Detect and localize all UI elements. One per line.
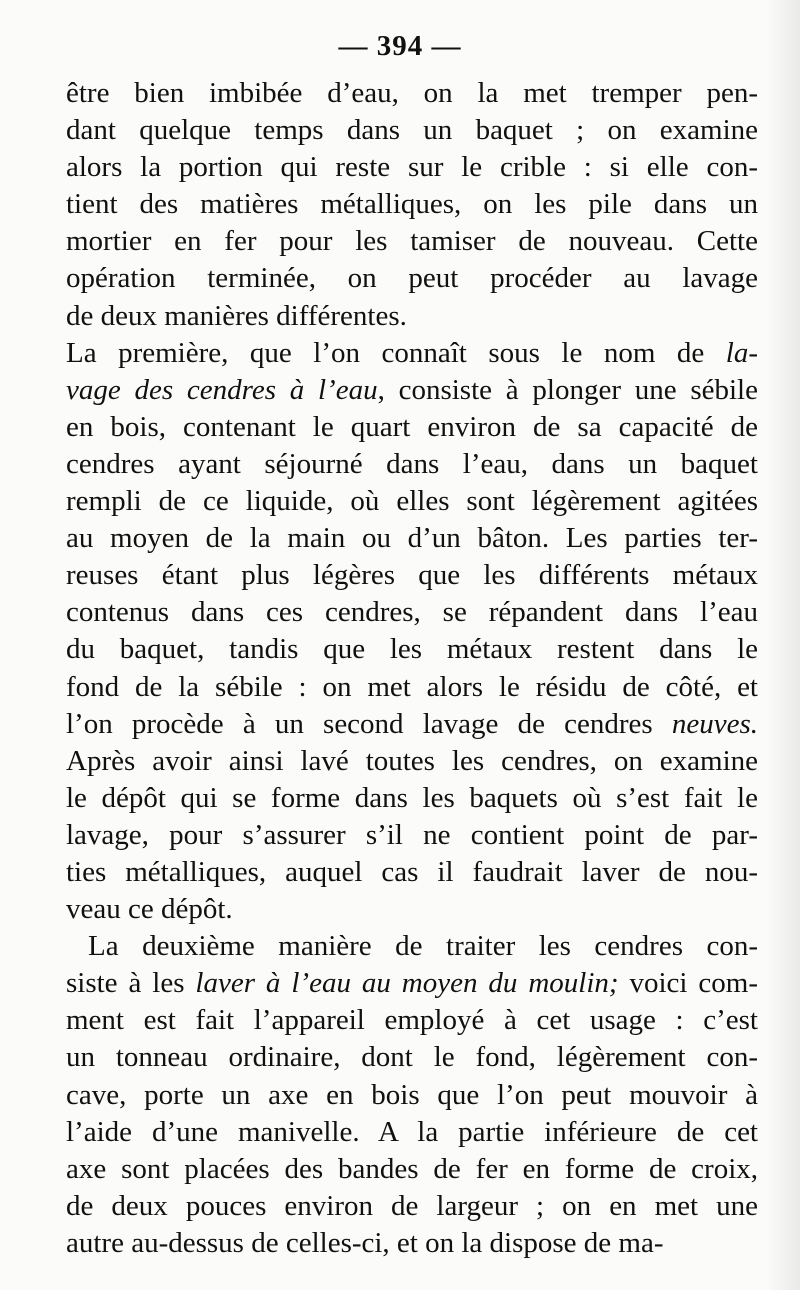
text-segment: siste à les: [66, 967, 196, 1000]
text-line: [66, 223, 758, 260]
text-segment: un tonneau ordinaire, dont le fond, légèrement con-: [66, 1041, 758, 1074]
text-segment: tient des matières métalliques, on les pile dans un: [66, 188, 758, 221]
text-line: [66, 928, 758, 965]
text-line: [66, 891, 758, 928]
text-segment: opération terminée, on peut procéder au lavage: [66, 262, 758, 295]
text-line: [66, 1151, 758, 1188]
text-line: [66, 186, 758, 223]
text-segment: voici com-: [618, 967, 758, 1000]
text-line: [66, 1002, 758, 1039]
italic-text: la-: [725, 336, 758, 369]
text-segment: alors la portion qui reste sur le crible : si elle con-: [66, 151, 758, 184]
text-segment: , consiste à plonger une sébile: [377, 373, 758, 406]
italic-text: vage des cendres à l’eau: [66, 373, 378, 406]
text-segment: reuses étant plus légères que les différents métaux: [66, 559, 758, 592]
text-segment: Après avoir ainsi lavé toutes les cendres, on examine: [66, 744, 758, 777]
text-line: [66, 965, 758, 1002]
text-line: [66, 1114, 758, 1151]
body-text: [66, 75, 758, 1262]
text-line: [66, 335, 758, 372]
text-segment: mortier en fer pour les tamiser de nouveau. Cette: [66, 225, 758, 258]
text-line: [66, 780, 758, 817]
text-line: [66, 1077, 758, 1114]
text-line: [66, 112, 758, 149]
text-line: [66, 706, 758, 743]
text-line: [66, 520, 758, 557]
text-segment: autre au-dessus de celles-ci, et on la dispose de ma-: [66, 1226, 664, 1259]
text-segment: du baquet, tandis que les métaux restent dans le: [66, 633, 758, 666]
text-line: [66, 149, 758, 186]
text-line: [66, 854, 758, 891]
text-segment: au moyen de la main ou d’un bâton. Les parties ter-: [66, 522, 758, 555]
text-segment: fond de la sébile : on met alors le résidu de côté, et: [66, 670, 758, 703]
page-number: — 394 —: [338, 30, 462, 62]
text-line: [66, 1188, 758, 1225]
text-segment: axe sont placées des bandes de fer en forme de croix,: [66, 1152, 758, 1185]
text-line: [66, 557, 758, 594]
text-line: [66, 446, 758, 483]
text-line: [66, 669, 758, 706]
text-segment: contenus dans ces cendres, se répandent dans l’eau: [66, 596, 758, 629]
italic-text: neuves.: [671, 707, 758, 740]
text-segment: l’aide d’une manivelle. A la partie inférieure de cet: [66, 1115, 758, 1148]
text-segment: dant quelque temps dans un baquet ; on examine: [66, 114, 758, 147]
text-segment: ties métalliques, auquel cas il faudrait laver de nou-: [66, 855, 758, 888]
text-line: [66, 409, 758, 446]
text-segment: de deux manières différentes.: [66, 299, 407, 332]
text-line: [66, 1225, 758, 1262]
text-segment: La première, que l’on connaît sous le nom de: [66, 336, 726, 369]
italic-text: laver à l’eau au moyen du moulin;: [195, 967, 619, 1000]
text-line: [66, 594, 758, 631]
text-line: [66, 298, 758, 335]
text-line: [66, 1039, 758, 1076]
text-segment: être bien imbibée d’eau, on la met tremper pen-: [66, 77, 758, 109]
text-segment: lavage, pour s’assurer s’il ne contient point de par-: [66, 818, 758, 851]
text-segment: l’on procède à un second lavage de cendres: [66, 707, 672, 740]
text-segment: ment est fait l’appareil employé à cet usage : c’est: [66, 1004, 758, 1037]
text-line: [66, 260, 758, 297]
text-segment: en bois, contenant le quart environ de sa capacité de: [66, 410, 758, 443]
text-segment: le dépôt qui se forme dans les baquets où s’est fait le: [66, 781, 758, 814]
text-segment: veau ce dépôt.: [66, 893, 233, 926]
text-segment: cendres ayant séjourné dans l’eau, dans un baquet: [66, 447, 758, 480]
text-line: [66, 817, 758, 854]
text-line: [66, 75, 758, 112]
text-segment: cave, porte un axe en bois que l’on peut mouvoir à: [66, 1078, 758, 1111]
text-line: [66, 743, 758, 780]
text-segment: La deuxième manière de traiter les cendres con-: [88, 930, 758, 963]
text-line: [66, 631, 758, 668]
text-line: [66, 372, 758, 409]
text-segment: rempli de ce liquide, où elles sont légèrement agitées: [66, 485, 758, 518]
text-segment: de deux pouces environ de largeur ; on en met une: [66, 1189, 758, 1222]
text-line: [66, 483, 758, 520]
